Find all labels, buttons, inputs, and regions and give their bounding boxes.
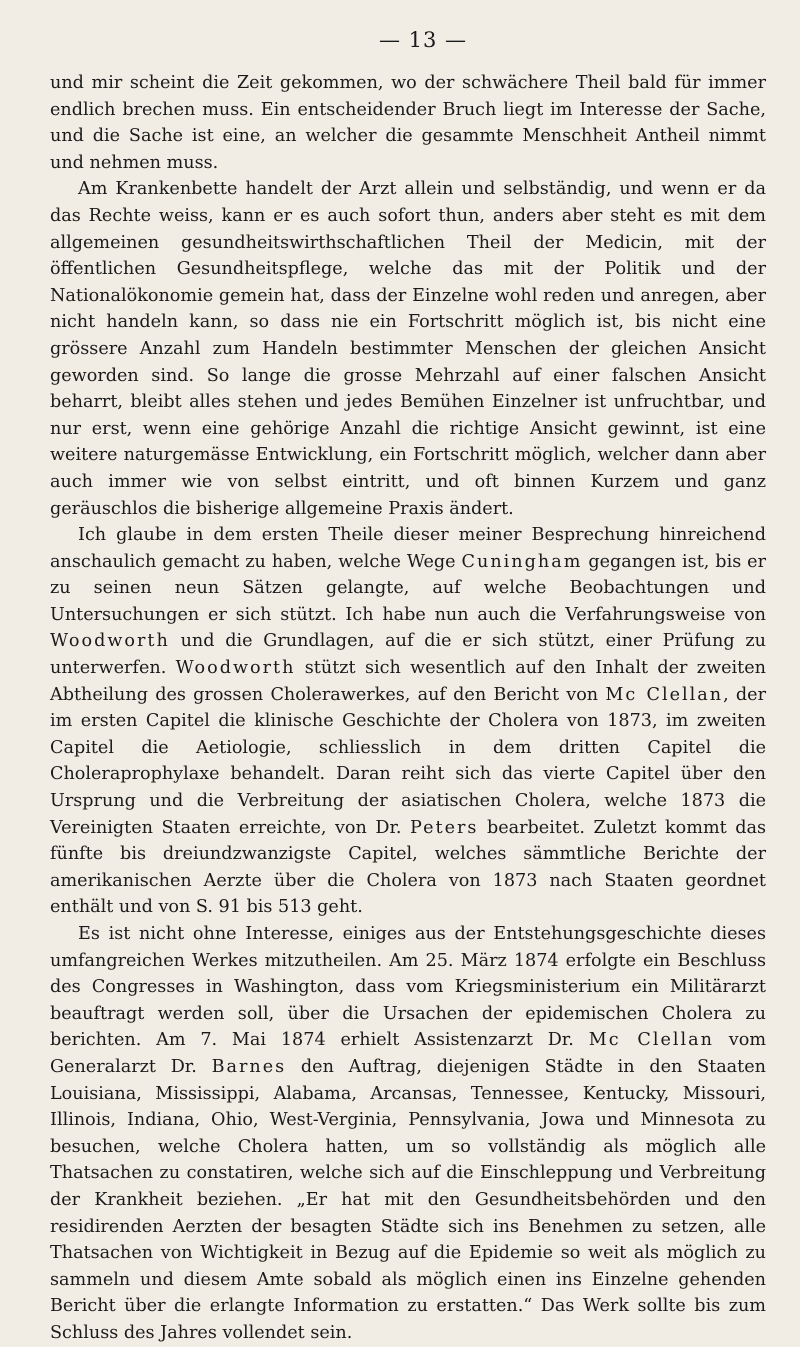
text-run: vom Generalarzt Dr. [50,1030,766,1077]
text-run: Es ist nicht ohne Interesse, einiges aus der Entstehungsgeschichte dieses umfangreichen Werkes mitzutheilen. Am 25. März 1874 erfolgte ein Beschluss des Congresses in Washington, dass vom Kriegsministerium ein Militärarzt beauftragt werden soll, über die Ursachen der epidemischen Cholera zu berichten. Am 7. Mai 1874 erhielt Assistenzarzt Dr. [50,924,766,1051]
body-text [50,70,766,1347]
text-run: bearbeitet. Zuletzt kommt das fünfte bis dreiundzwanzigste Capitel, welches sämmtliche Berichte der amerikanischen Aerzte über die Cholera von 1873 nach Staaten geordnet enthält und von S. 91 bis 513 geht. [50,817,766,918]
paragraph [50,70,766,176]
text-run: den Auftrag, diejenigen Städte in den Staaten Louisiana, Mississippi, Alabama, Arcansas, Tennessee, Kentucky, Missouri, Illinois, Indiana, Ohio, West-Verginia, Pennsylvania, Jowa und Minnesota zu besuchen, welche Cholera hatten, um so vollständig als möglich alle Thatsachen zu constatiren, welche sich auf die Einschleppung und Verbreitung der Krankheit beziehen. „Er hat mit den Gesundheitsbehörden und den residirenden Aerzten der besagten Städte sich ins Benehmen zu setzen, alle Thatsachen von Wichtigkeit in Bezug auf die Epidemie so weit als möglich zu sammeln und diesem Amte sobald als möglich einen ins Einzelne gehenden Bericht über die erlangte Information zu erstatten.“ Das Werk sollte bis zum Schluss des Jahres vollendet sein. [50,1056,766,1343]
text-run: gegangen ist, bis er zu seinen neun Sätzen gelangte, auf welche Beobachtungen und Untersuchungen er sich stützt. Ich habe nun auch die Verfahrungsweise von [50,551,766,625]
person-name: Woodworth [175,658,296,679]
person-name: Peters [410,817,479,838]
page-number: — 13 — [378,28,468,52]
text-run: Am Krankenbette handelt der Arzt allein und selbständig, und wenn er da das Rechte weiss, kann er es auch sofort thun, anders aber steht es mit dem allgemeinen gesundheitswirthschaftlichen Theil der Medicin, mit der öffentlichen Gesundheitspflege, welche das mit der Politik und der Nationalökonomie gemein hat, dass der Einzelne wohl reden und anregen, aber nicht handeln kann, so dass nie ein Fortschritt möglich ist, bis nicht eine grössere Anzahl zum Handeln bestimmter Menschen der gleichen Ansicht geworden sind. So lange die grosse Mehrzahl auf einer falschen Ansicht beharrt, bleibt alles stehen und jedes Bemühen Einzelner ist unfruchtbar, und nur erst, wenn eine gehörige Anzahl die richtige Ansicht gewinnt, ist eine weitere naturgemässe Entwicklung, ein Fortschritt möglich, welcher dann aber auch immer wie von selbst eintritt, und oft binnen Kurzem und ganz geräuschlos die bisherige allgemeine Praxis ändert. [50,179,766,519]
person-name: Mc Clellan [588,1030,714,1051]
paragraph [50,921,766,1347]
person-name: Barnes [211,1056,287,1077]
person-name: Woodworth [50,631,170,652]
text-run: Ich glaube in dem ersten Theile dieser meiner Besprechung hinreichend anschaulich gemacht zu haben, welche Wege [50,525,766,572]
text-run: , der im ersten Capitel die klinische Geschichte der Cholera von 1873, im zweiten Capitel die Aetiologie, schliesslich in dem dritten Capitel die Choleraprophylaxe behandelt. Daran reiht sich das vierte Capitel über den Ursprung und die Verbreitung der asiatischen Cholera, welche 1873 die Vereinigten Staaten erreichte, von Dr. [50,684,766,838]
person-name: Cuningham [461,551,583,572]
text-run: und die Grundlagen, auf die er sich stützt, einer Prüfung zu unterwerfen. [50,631,766,679]
paragraph [50,176,766,522]
text-run: und mir scheint die Zeit gekommen, wo der schwächere Theil bald für immer endlich brechen muss. Ein entscheidender Bruch liegt im Interesse der Sache, und die Sache ist eine, an welcher die gesammte Menschheit Antheil nimmt und nehmen muss. [50,73,766,173]
person-name: Mc Clellan [605,684,724,705]
text-run: stützt sich wesentlich auf den Inhalt der zweiten Abtheilung des grossen Cholerawerkes, auf den Bericht von [50,658,766,705]
paragraph [50,522,766,921]
